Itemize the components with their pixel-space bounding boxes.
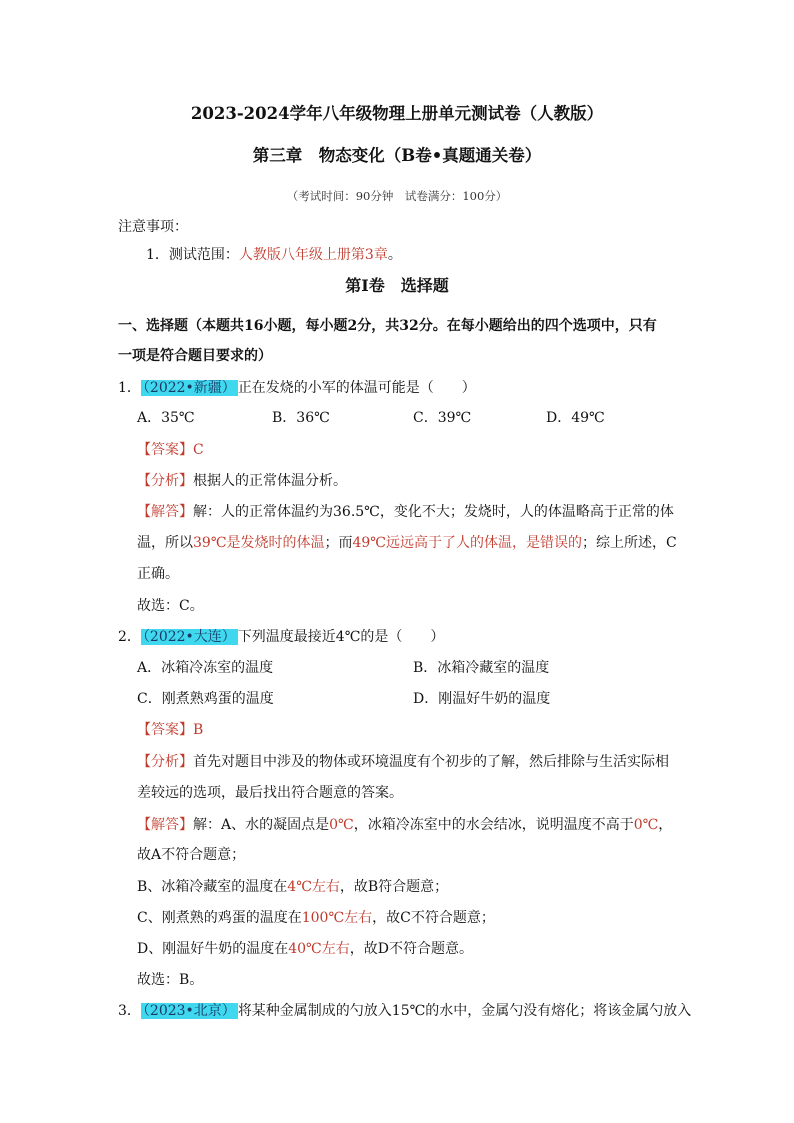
analysis-label: 【分析】 bbox=[137, 473, 193, 489]
q2-option-d: D．刚温好牛奶的温度 bbox=[413, 691, 551, 707]
question-text: 下列温度最接近4℃的是（ ） bbox=[237, 629, 445, 645]
page-title: 2023-2024学年八年级物理上册单元测试卷（人教版） bbox=[190, 104, 604, 123]
part-instructions-line1: 一、选择题（本题共16小题，每小题2分，共32分。在每小题给出的四个选项中，只有 bbox=[118, 318, 657, 334]
q1-solution-line3: 正确。 bbox=[137, 566, 179, 582]
source-tag: （2023•北京） bbox=[142, 1003, 236, 1019]
q2-choice: 故选：B。 bbox=[137, 972, 204, 988]
section-title: 第Ⅰ卷 选择题 bbox=[345, 276, 449, 295]
notice-suffix: 。 bbox=[387, 247, 402, 263]
answer-value: C bbox=[193, 442, 204, 458]
question-number: 2． bbox=[118, 629, 141, 645]
solution-text: ，故B符合题意； bbox=[339, 879, 449, 895]
solution-highlight: 39℃是发烧时的体温 bbox=[193, 535, 325, 551]
question-number: 3． bbox=[118, 1003, 141, 1019]
question-number: 1． bbox=[118, 380, 141, 396]
source-tag: （2022•新疆） bbox=[142, 380, 236, 396]
q2-solution-b bbox=[137, 877, 448, 897]
solution-text: B、冰箱冷藏室的温度在 bbox=[137, 879, 288, 895]
q2-option-b: B．冰箱冷藏室的温度 bbox=[413, 660, 550, 676]
solution-highlight: 0℃ bbox=[329, 817, 354, 833]
q1-option-d: D．49℃ bbox=[546, 410, 605, 426]
solution-text: ，故C不符合题意； bbox=[372, 910, 495, 926]
question-1-stem bbox=[118, 378, 476, 398]
q1-solution-line2 bbox=[137, 533, 677, 553]
notice-item bbox=[146, 245, 402, 265]
part-instructions-line2: 一项是符合题目要求的） bbox=[118, 348, 272, 364]
q1-choice: 故选：C。 bbox=[137, 598, 204, 614]
q1-option-a: A．35℃ bbox=[137, 410, 195, 426]
solution-highlight: 100℃左右 bbox=[301, 910, 373, 926]
solution-text: C、刚煮熟的鸡蛋的温度在 bbox=[137, 910, 302, 926]
solution-text: ；综上所述，C bbox=[581, 535, 677, 551]
solution-text: ，故D不符合题意。 bbox=[349, 941, 473, 957]
q2-solution-line1 bbox=[137, 815, 672, 835]
solution-text: ；而 bbox=[324, 535, 353, 551]
solution-highlight: 4℃左右 bbox=[287, 879, 340, 895]
solution-highlight: 0℃ bbox=[633, 817, 659, 833]
analysis-text: 首先对题目中涉及的物体或环境温度有个初步的了解，然后排除与生活实际相 bbox=[193, 754, 669, 770]
notice-range: 人教版八年级上册第3章 bbox=[238, 247, 388, 263]
q2-solution-line2: 故A不符合题意； bbox=[137, 847, 246, 863]
notice-heading: 注意事项： bbox=[118, 219, 188, 235]
question-text: 将某种金属制成的勺放入15℃的水中，金属勺没有熔化；将该金属勺放入 bbox=[237, 1003, 692, 1019]
source-tag: （2022•大连） bbox=[142, 629, 236, 645]
solution-text: 解：A、水的凝固点是 bbox=[193, 817, 330, 833]
q2-analysis-line1 bbox=[137, 752, 669, 772]
solution-highlight: 49℃远远高于了人的体温，是错误的 bbox=[352, 535, 582, 551]
q1-option-b: B．36℃ bbox=[272, 410, 330, 426]
question-2-stem bbox=[118, 627, 444, 647]
q1-option-c: C．39℃ bbox=[413, 410, 472, 426]
exam-info: （考试时间：90分钟 试卷满分：100分） bbox=[286, 189, 508, 203]
answer-label: 【答案】 bbox=[137, 442, 193, 458]
q1-answer bbox=[137, 440, 204, 460]
solution-text: D、刚温好牛奶的温度在 bbox=[137, 941, 289, 957]
q2-solution-c bbox=[137, 908, 495, 928]
solution-text: ，冰箱冷冻室中的水会结冰，说明温度不高于 bbox=[353, 817, 634, 833]
q2-option-a: A．冰箱冷冻室的温度 bbox=[137, 660, 274, 676]
solution-text: 温，所以 bbox=[137, 535, 193, 551]
q2-analysis-line2: 差较远的选项，最后找出符合题意的答案。 bbox=[137, 785, 403, 801]
analysis-text: 根据人的正常体温分析。 bbox=[193, 473, 347, 489]
answer-value: B bbox=[193, 722, 204, 738]
chapter-title: 第三章 物态变化（B卷•真题通关卷） bbox=[252, 146, 542, 165]
solution-text: 人的正常体温约为36.5℃，变化不大；发烧时，人的体温略高于正常的体 bbox=[221, 504, 674, 520]
q2-option-c: C．刚煮熟鸡蛋的温度 bbox=[137, 691, 274, 707]
solution-label: 【解答】 bbox=[137, 504, 193, 520]
question-3-stem bbox=[118, 1001, 691, 1021]
solution-highlight: 40℃左右 bbox=[288, 941, 350, 957]
analysis-label: 【分析】 bbox=[137, 754, 193, 770]
solution-text: ， bbox=[658, 817, 673, 833]
q1-analysis bbox=[137, 471, 347, 491]
q2-answer bbox=[137, 720, 203, 740]
answer-label: 【答案】 bbox=[137, 722, 193, 738]
notice-prefix: 1．测试范围： bbox=[146, 247, 239, 263]
solution-label: 【解答】 bbox=[137, 817, 193, 833]
question-text: 正在发烧的小军的体温可能是（ ） bbox=[237, 380, 476, 396]
solution-text: 解： bbox=[193, 504, 221, 520]
q1-solution-line1 bbox=[137, 502, 674, 522]
q2-solution-d bbox=[137, 939, 473, 959]
